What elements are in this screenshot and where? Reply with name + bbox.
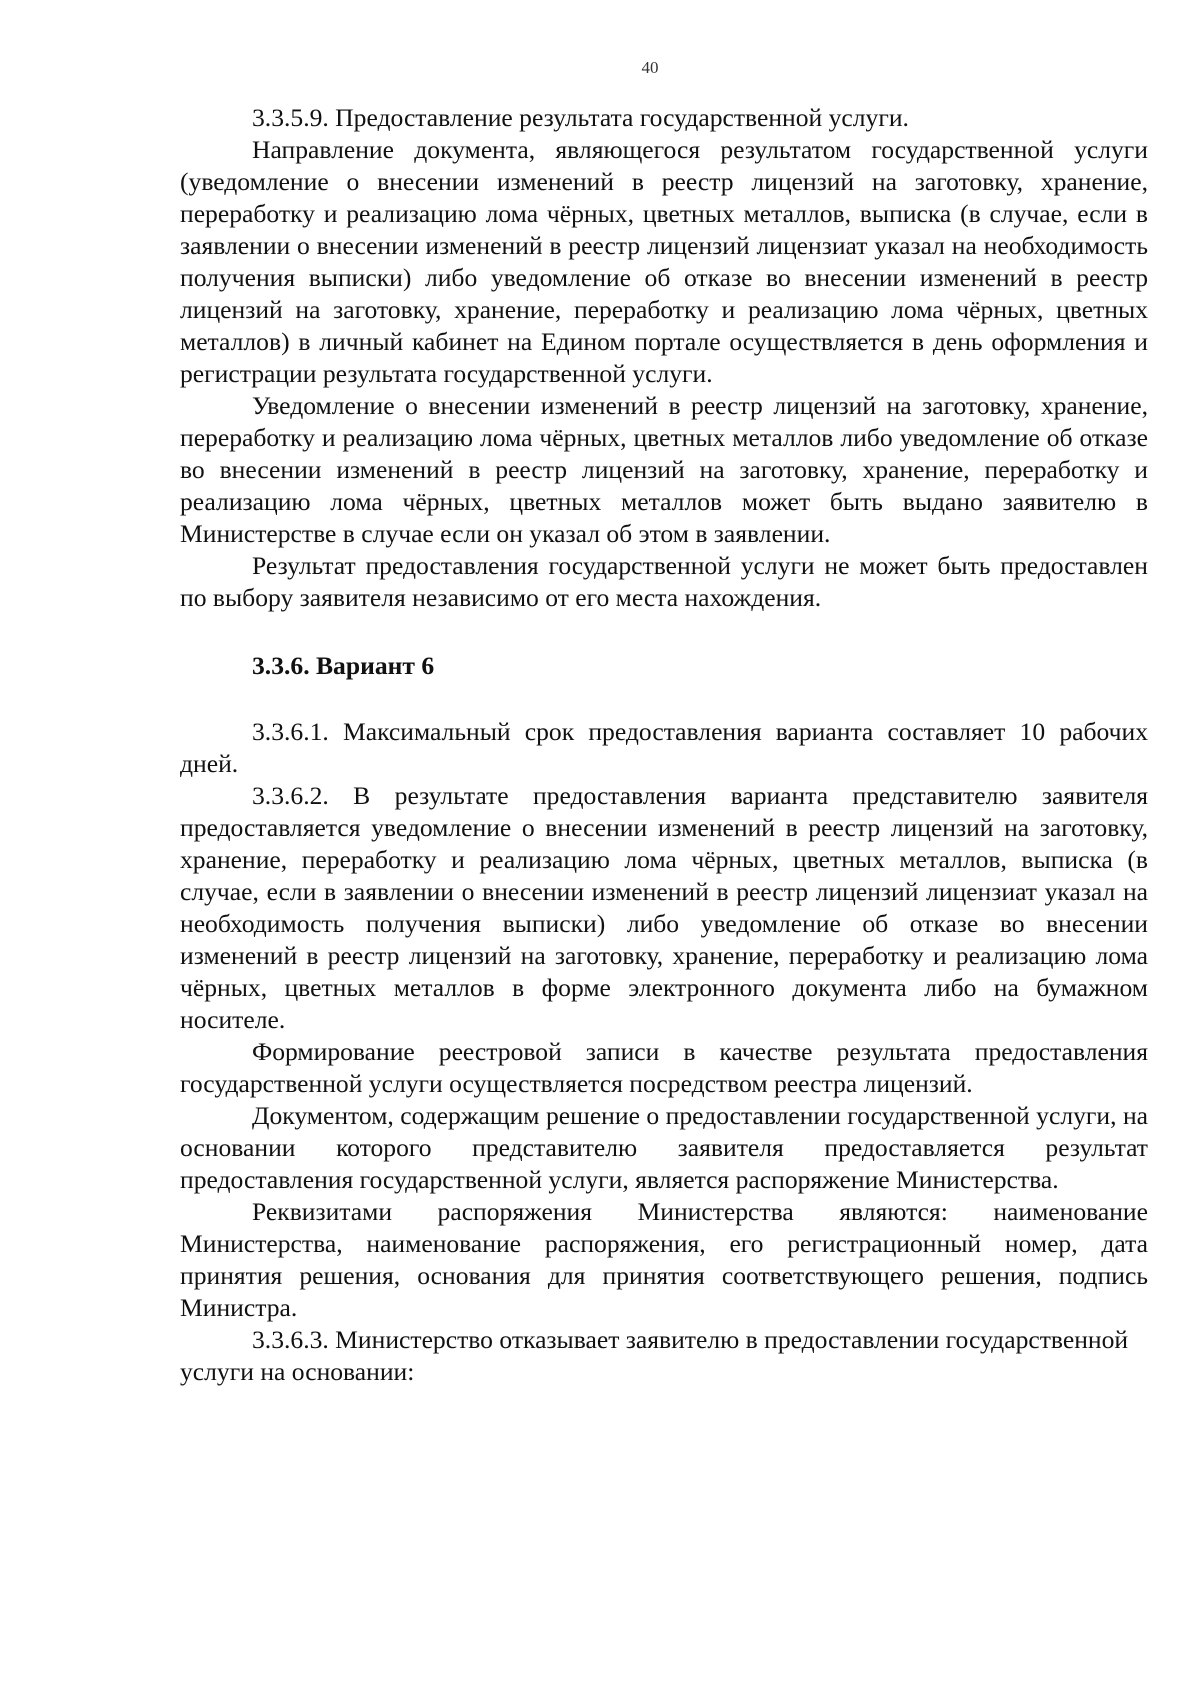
paragraph-notification-issue: Уведомление о внесении изменений в реестр лицензий на заготовку, хранение, переработку и реализацию лома чёрных, цветных металлов либо уведомление об отказе во внесении изменений в реестр лицензий на заготовку, хранение, переработку и реализацию лома чёрных, цветных металлов может быть выдано заявителю в Министерстве в случае если он указал об этом в заявлении. <box>180 391 1148 548</box>
paragraph-result-independence: Результат предоставления государственной услуги не может быть предоставлен по выбору заявителя независимо от его места нахождения. <box>180 551 1148 612</box>
page-number: 40 <box>641 58 659 77</box>
paragraph-3-3-6-3: 3.3.6.3. Министерство отказывает заявителю в предоставлении государственной услуги на основании: <box>180 1325 1129 1386</box>
section-heading-variant-6: 3.3.6. Вариант 6 <box>252 651 435 680</box>
paragraph-3-3-6-2: 3.3.6.2. В результате предоставления варианта представителю заявителя предоставляется уведомление о внесении изменений в реестр лицензий на заготовку, хранение, переработку и реализацию лома чёрных, цветных металлов, выписка (в случае, если в заявлении о внесении изменений в реестр лицензий лицензиат указал на необходимость получения выписки) либо уведомление об отказе во внесении изменений в реестр лицензий на заготовку, хранение, переработку и реализацию лома чёрных, цветных металлов в форме электронного документа либо на бумажном носителе. <box>180 781 1148 1034</box>
paragraph-3-3-5-9-title: 3.3.5.9. Предоставление результата государственной услуги. <box>252 103 909 132</box>
paragraph-order-requisites: Реквизитами распоряжения Министерства являются: наименование Министерства, наименование распоряжения, его регистрационный номер, дата принятия решения, основания для принятия соответствующего решения, подпись Министра. <box>180 1197 1148 1322</box>
paragraph-registry-record: Формирование реестровой записи в качестве результата предоставления государственной услуги осуществляется посредством реестра лицензий. <box>180 1037 1148 1098</box>
paragraph-3-3-6-1: 3.3.6.1. Максимальный срок предоставления варианта составляет 10 рабочих дней. <box>180 717 1148 778</box>
paragraph-decision-document: Документом, содержащим решение о предоставлении государственной услуги, на основании которого представителю заявителя предоставляется результат предоставления государственной услуги, является распоряжение Министерства. <box>180 1101 1148 1194</box>
document-body <box>180 102 1148 1388</box>
paragraph-result-delivery: Направление документа, являющегося результатом государственной услуги (уведомление о внесении изменений в реестр лицензий на заготовку, хранение, переработку и реализацию лома чёрных, цветных металлов, выписка (в случае, если в заявлении о внесении изменений в реестр лицензий лицензиат указал на необходимость получения выписки) либо уведомление об отказе во внесении изменений в реестр лицензий на заготовку, хранение, переработку и реализацию лома чёрных, цветных металлов) в личный кабинет на Едином портале осуществляется в день оформления и регистрации результата государственной услуги. <box>180 135 1148 388</box>
